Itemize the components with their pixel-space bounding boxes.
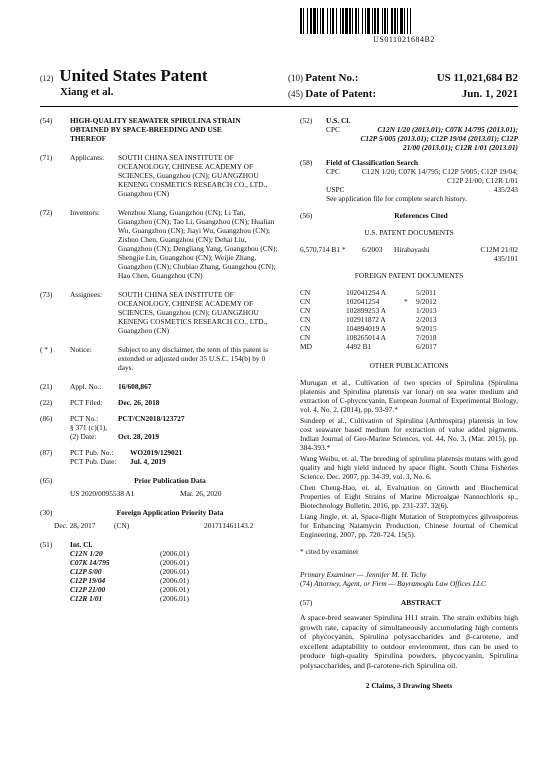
title-field — [40, 116, 285, 143]
code-12: (12) — [40, 74, 54, 83]
refs-heading-row — [300, 211, 518, 220]
code-10: (10) — [288, 73, 303, 83]
claims-summary: 2 Claims, 3 Drawing Sheets — [365, 680, 453, 690]
foreign-doc-star — [404, 306, 416, 315]
field-cpc-label: CPC — [326, 167, 340, 176]
us-doc-number: 6,570,714 B1 * — [300, 245, 346, 254]
other-publication: Chen Cheng-Hao, et. al, Evaluation on Growth and Biochemical Properties of Eight Strains of Marine Microalgae Nannochloris sp., Biotechnology Bulletin, 2016, pp. 231-237, 32(6). — [300, 483, 518, 510]
date-label: Date of Patent: — [305, 88, 377, 100]
field-search — [300, 158, 518, 167]
prior-pub-title: Prior Publication Data — [134, 476, 206, 485]
pct-pub-no: WO2019/129021 — [130, 448, 183, 457]
field-search-label: Field of Classification Search — [326, 158, 419, 167]
foreign-doc-country: CN — [300, 315, 311, 324]
notice-text: Subject to any disclaimer, the term of this patent is extended or adjusted under 35 U.S.C. 154(b) by 0 days. — [118, 345, 268, 372]
cpc-label: CPC — [326, 125, 340, 134]
applicants-label: Applicants: — [70, 153, 105, 162]
uspc-label: USPC — [326, 185, 345, 194]
abstract-title: ABSTRACT — [400, 598, 442, 607]
intcl-class: C12P 19/04 — [70, 576, 106, 585]
code-74: (74) — [300, 579, 313, 588]
pct-pub-date-label: PCT Pub. Date: — [70, 457, 117, 466]
code-58: (58) — [300, 158, 313, 167]
foreign-doc-number: 4492 B1 — [346, 342, 372, 351]
foreign-doc-row — [300, 306, 518, 315]
attorney: Attorney, Agent, or Firm — Bayramoglu Law Offices LLC — [314, 579, 486, 588]
references-cited-title: References Cited — [394, 211, 448, 220]
prior-pub-heading — [40, 476, 285, 485]
uspc-row — [326, 185, 518, 194]
foreign-doc-star — [404, 288, 416, 297]
code-56: (56) — [300, 211, 313, 220]
inventors-label: Inventors: — [70, 208, 100, 217]
assignees-label: Assignees: — [70, 290, 103, 299]
us-doc-name: Hirabayashi — [394, 245, 430, 254]
header-rule — [40, 106, 518, 107]
pct-filed-label: PCT Filed: — [70, 398, 103, 407]
pct-pub-date-field — [70, 457, 285, 466]
authors: Xiang et al. — [60, 86, 114, 98]
abstract-text: A space-bred seawater Spirulina H11 strain. The strain exhibits high growth rate, capacity of simultaneously accumulating high contents of phycocyanin, Spirulina polysaccharides and β-carotene, and excellent adaptability to outdoor environment, thus can be used to produce high-quality Spirulina powders, phycocyanin, Spirulina polysaccharides, and β-carotene-rich Spirulina oil. — [300, 613, 518, 670]
foreign-doc-row — [300, 333, 518, 342]
intcl-label: Int. Cl. — [70, 540, 93, 549]
right-column — [300, 116, 518, 690]
foreign-doc-number: 108265014 A — [346, 333, 387, 342]
code-51: (51) — [40, 540, 53, 549]
patent-no-label: Patent No.: — [305, 72, 359, 84]
prior-pub-date: Mar. 26, 2020 — [180, 489, 222, 498]
foreign-doc-country: CN — [300, 333, 311, 342]
foreign-patent-docs-title: FOREIGN PATENT DOCUMENTS — [354, 271, 464, 280]
foreign-priority-number: 201711461143.2 — [204, 521, 254, 530]
other-publication: Murugan et al., Cultivation of two species of Spirulina (Spirulina platensis and Spirulina platensis var lonar) on sea water medium and extraction of C-phycocyanin, European Journal of Experimental Biology, vol. 4, No. 2, (2014), pp. 93-97.* — [300, 378, 518, 414]
foreign-doc-date: 1/2013 — [416, 306, 437, 315]
code-71: (71) — [40, 153, 53, 162]
code-57: (57) — [300, 598, 313, 607]
intcl-block — [70, 540, 189, 603]
barcode-number: US011021684B2 — [373, 35, 435, 44]
patent-header-left — [40, 66, 208, 98]
code-notice: ( * ) — [40, 345, 53, 354]
foreign-doc-number: 102041254 A — [346, 288, 387, 297]
intcl-class: C12N 1/20 — [70, 549, 103, 558]
other-pubs-list — [300, 378, 518, 539]
document-type: United States Patent — [59, 66, 208, 85]
uspc-value: 435/243 — [493, 185, 518, 194]
foreign-doc-row — [300, 342, 518, 351]
intcl-version: (2006.01) — [160, 567, 189, 576]
foreign-doc-number: 102911872 A — [346, 315, 386, 324]
appl-no-label: Appl. No.: — [70, 382, 102, 391]
foreign-doc-date: 5/2011 — [416, 288, 437, 297]
pct-filed-date: Dec. 26, 2018 — [118, 398, 160, 407]
notice-field — [40, 345, 285, 372]
pct-no-label: PCT No.: — [70, 414, 99, 423]
code-65: (65) — [40, 476, 53, 485]
us-doc-class: C12M 21/02 — [480, 245, 518, 254]
patent-date: Jun. 1, 2021 — [461, 88, 518, 100]
intcl-class: C12R 1/01 — [70, 594, 103, 603]
intcl-version: (2006.01) — [160, 558, 189, 567]
code-87: (87) — [40, 448, 53, 457]
us-doc-row — [300, 245, 518, 254]
uscl-field — [300, 116, 518, 125]
pct-pub-no-field — [40, 448, 285, 457]
foreign-doc-star — [404, 333, 416, 342]
foreign-doc-country: CN — [300, 324, 311, 333]
pct-filed-field — [40, 398, 285, 407]
foreign-doc-number: 104894019 A — [346, 324, 387, 333]
intcl-class: C12P 21/00 — [70, 585, 106, 594]
foreign-doc-row — [300, 288, 518, 297]
foreign-doc-country: CN — [300, 288, 311, 297]
intcl-class: C12P 5/00 — [70, 567, 102, 576]
patent-number: US 11,021,684 B2 — [436, 72, 518, 84]
foreign-doc-star — [404, 342, 416, 351]
field-cpc-row — [326, 167, 518, 185]
intcl-row — [70, 558, 189, 567]
intcl-row — [70, 549, 189, 558]
inventors: Wenzhou Xiang, Guangzhou (CN); Li Tan, Guangzhou (CN); Tao Li, Guangzhou (CN); Hualian Wu, Guangzhou (CN); Jiayi Wu, Guangzhou (CN); Zishuo Chen, Guangzhou (CN); Dehai Liu, Guangzhou (CN); Dengliang Yang, Guangzhou (CN); Shengjie Lin, Guangzhou (CN); Weijie Zhang, Guangzhou (CN); Chubiao Zhang, Guangzhou (CN); Hao Chen, Guangzhou (CN) — [118, 208, 278, 280]
foreign-doc-star — [404, 315, 416, 324]
foreign-doc-country: MD — [300, 342, 312, 351]
barcode — [300, 8, 508, 34]
us-doc-date: 6/2003 — [362, 245, 383, 254]
intcl-row — [70, 585, 189, 594]
intcl-list — [70, 549, 189, 603]
foreign-doc-number: 102041254 — [346, 297, 380, 306]
cited-by-examiner: * cited by examiner — [300, 547, 359, 556]
applicants: SOUTH CHINA SEA INSTITUTE OF OCEANOLOGY, CHINESE ACADEMY OF SCIENCES, Guangzhou (CN); GUANGZHOU KENENG COSMETICS RESEARCH CO., LTD., Guangzhou (CN) — [118, 153, 268, 198]
foreign-priority-row — [54, 521, 285, 530]
code-21: (21) — [40, 382, 53, 391]
foreign-doc-date: 6/2017 — [416, 342, 437, 351]
foreign-doc-country: CN — [300, 297, 311, 306]
field-cpc: C12N 1/20; C07K 14/795; C12P 5/005; C12P 19/04; C12P 21/00; C12R 1/01 — [361, 167, 518, 185]
primary-examiner: Primary Examiner — Jennifer M. H. Tichy — [300, 570, 427, 579]
foreign-priority-heading — [40, 508, 285, 517]
foreign-doc-row — [300, 315, 518, 324]
attorney-row — [300, 579, 518, 588]
foreign-doc-date: 2/2013 — [416, 315, 437, 324]
patent-header-right — [288, 70, 518, 102]
abstract-heading-row — [300, 598, 518, 607]
uscl-label: U.S. Cl. — [326, 116, 351, 125]
intcl-field — [40, 540, 285, 603]
intcl-version: (2006.01) — [160, 585, 189, 594]
s371-date-label: (2) Date: — [70, 432, 97, 441]
foreign-priority-title: Foreign Application Priority Data — [116, 508, 224, 517]
code-52: (52) — [300, 116, 313, 125]
cpc-text: C12N 1/20 (2013.01); C07K 14/795 (2013.01); C12P 5/005 (2013.01); C12P 19/04 (2013.01); C12P 21/00 (2013.01); C12R 1/01 (2013.01) — [360, 125, 518, 152]
intcl-row — [70, 576, 189, 585]
see-application-note: See application file for complete search history. — [326, 194, 467, 203]
code-54: (54) — [40, 116, 53, 125]
pct-pub-no-label: PCT Pub. No.: — [70, 448, 114, 457]
appl-no: 16/608,867 — [118, 382, 152, 391]
appl-no-field — [40, 382, 285, 391]
code-73: (73) — [40, 290, 53, 299]
intcl-version: (2006.01) — [160, 549, 189, 558]
s371-date-field — [70, 432, 285, 441]
code-30: (30) — [40, 508, 53, 517]
us-doc-class-2: 435/101 — [493, 254, 518, 263]
intcl-row — [70, 594, 189, 603]
foreign-doc-date: 9/2015 — [416, 324, 437, 333]
foreign-doc-country: CN — [300, 306, 311, 315]
code-22: (22) — [40, 398, 53, 407]
assignees-field — [40, 290, 285, 335]
s371-label: § 371 (c)(1), — [70, 423, 108, 432]
other-publication: Sundeep et al., Cultivation of Spirulina (Arthrospira) platensis in low cost seawater based medium for extraction of value added pigments. Indian Journal of Geo-Marine Sciences, vol. 44, No. 3, (Mar. 2015), pp. 384-393.* — [300, 416, 518, 452]
patent-title: HIGH-QUALITY SEAWATER SPIRULINA STRAIN OBTAINED BY SPACE-BREEDING AND USE THEREOF — [70, 116, 241, 143]
assignees: SOUTH CHINA SEA INSTITUTE OF OCEANOLOGY, CHINESE ACADEMY OF SCIENCES, Guangzhou (CN); GUANGZHOU KENENG COSMETICS RESEARCH CO., LTD., Guangzhou (CN) — [118, 290, 268, 335]
prior-pub-number: US 2020/0095538 A1 — [70, 489, 135, 498]
code-45: (45) — [288, 89, 303, 99]
other-pubs-title: OTHER PUBLICATIONS — [369, 361, 449, 370]
cpc-row — [326, 125, 518, 152]
us-patent-docs-title: U.S. PATENT DOCUMENTS — [364, 228, 454, 237]
foreign-doc-date: 9/2012 — [416, 297, 437, 306]
foreign-doc-star — [404, 324, 416, 333]
pct-no-field — [40, 414, 285, 423]
foreign-doc-number: 102899253 A — [346, 306, 387, 315]
left-column — [40, 116, 285, 603]
code-86: (86) — [40, 414, 53, 423]
pct-no: PCT/CN2018/123727 — [118, 414, 185, 423]
foreign-priority-country: (CN) — [114, 521, 130, 530]
foreign-doc-row — [300, 324, 518, 333]
s371-date: Oct. 28, 2019 — [118, 432, 160, 441]
foreign-doc-date: 7/2018 — [416, 333, 437, 342]
other-publication: Wang Weibu, et. al, The breeding of spirulina platensis mutans with good quality and high yield induced by space flight. South China Fisheries Science. Dec. 2007, pp. 34-39, vol. 3, No. 6. — [300, 454, 518, 481]
barcode-bar — [411, 8, 414, 34]
intcl-row — [70, 567, 189, 576]
prior-pub-row — [70, 489, 285, 498]
foreign-doc-star: * — [404, 297, 408, 306]
foreign-docs-list — [300, 288, 518, 351]
intcl-version: (2006.01) — [160, 594, 189, 603]
foreign-priority-date: Dec. 28, 2017 — [54, 521, 96, 530]
code-72: (72) — [40, 208, 53, 217]
applicants-field — [40, 153, 285, 198]
foreign-doc-row — [300, 297, 518, 306]
pct-pub-date: Jul. 4, 2019 — [130, 457, 166, 466]
notice-label: Notice: — [70, 345, 92, 354]
inventors-field — [40, 208, 285, 280]
intcl-class: C07K 14/795 — [70, 558, 110, 567]
intcl-version: (2006.01) — [160, 576, 189, 585]
other-publication: Liang Jingle, et. al, Space-flight Mutation of Streptomyces gilvosporeus for Enhancing Natamycin Production, Chinese Journal of Chemical Engineering, 2007, pp. 720-724, 15(5). — [300, 512, 518, 539]
